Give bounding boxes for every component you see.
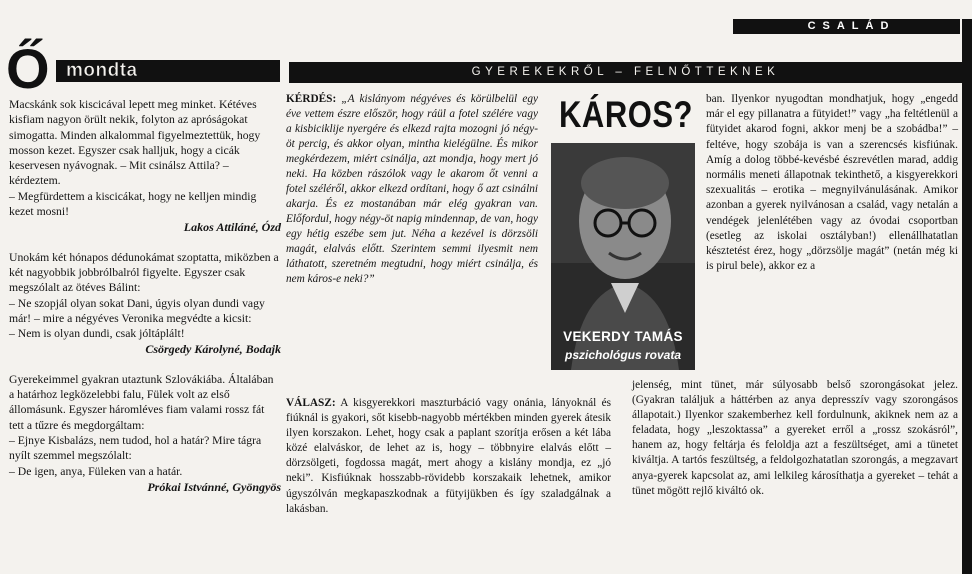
article-header — [289, 62, 962, 83]
author-name: VEKERDY TAMÁS — [563, 329, 683, 344]
section-label: CSALÁD — [807, 20, 896, 32]
question-label: KÉRDÉS: — [286, 93, 337, 105]
column-logo-label: mondta — [66, 60, 138, 81]
story-text: Gyerekeimmel gyakran utaztunk Szlovákiába. Általában a határhoz legközelebbi falu, Fülek volt az első állomásunk. Egyszer háromléves fiam valami rossz fát tett a tűzre és megdorgáltam: – Ejnye Kisbalázs, nem tudod, hol a határ? Mire tágra nyílt szemmel megszólalt: – De igen, anya, Füleken van a határ. — [9, 372, 274, 478]
question-text: „A kislányom négyéves és körülbelül egy éve vettem észre először, hogy ráül a fotel szélére vagy a kisbiciklije nyergére és elkezd rajta mozogni jó négy-öt percig, és akkor olyan, mintha kielégülne. És mikor megkérdezem, miért csinálja, azt mondja, hogy mert jó neki. Ha közben rászólok vagy le akarom őt venni a fotel széléről, akkor elkezd ordítani, hogy ő azt csinálni akarja. És ez mostanában már elég gyakran van. Előfordul, hogy négy-öt napig mindennap, de van, hogy egy hétig eszébe sem jut. Néha a kezével is dörzsöli magát, elalvás előtt. Szerintem semmi ilyesmit nem láthatott, szeretném megtudni, hogy miért csinálja, és nem káros-e neki?” — [286, 93, 538, 285]
story-text: Macskánk sok kiscicával lepett meg minket. Kétéves kisfiam nagyon örült nekik, folyton az apróságokat simogatta. Minden alkalommal figyelmeztettük, hogy mosson kezet. Egyszer csak halljuk, hogy a cicák keservesen nyávognak. – Mit csinálsz Attila? – kérdeztem. – Megfürdettem a kiscicákat, hogy ne kelljen mindig kezet mosni! — [9, 98, 261, 219]
answer-label: VÁLASZ: — [286, 397, 336, 409]
story-signature: Lakos Attiláné, Ózd — [183, 220, 281, 235]
column-logo-letter: Ő — [6, 37, 50, 100]
page-edge-bar — [962, 19, 972, 574]
author-subtitle: pszichológus rovata — [564, 348, 682, 362]
answer-continued-text: ban. Ilyenkor nyugodtan mondhatjuk, hogy „engedd már el egy pillanatra a fütyidet!” vagy „ha feltétlenül a fütyidet akarod fogni, akkor menj be a szobádba!” – feltéve, hogy szobája is van a szerencsés kisfiúnak. Amíg a dolog többé-kevésbé észrevétlen marad, addig normális meneti állapotnak tekinthető, a kisgyerekkori szexualitás – erotika – megnyilvánulásának. Amikor azonban a gyerek nyilvánosan a család, vagy netalán a vendégek jelenlétében vagy az óvodai csoportban (esetleg az iskolai osztályban!) ellenállhatatlan késztetést érez, hogy „dörzsölje magát” (netán még ki is pirul bele), akkor ez a — [706, 93, 958, 273]
answer-text: A kisgyerekkori maszturbáció vagy onánia, lányoknál és fiúknál is gyakori, sőt kisebb-nagyobb mértékben minden gyerek átesik ilyen korszakon. Lehet, hogy csak a paplant szorítja erősen a két lába közé elalváskor, de lehet az is, hogy – többnyire elalvás előtt – dörzsölgeti, fogdossa magát, mert ahogy a kislány mondja, ez „jó neki”. Kisfiúknak hosszabb-rövidebb korszakaik lehetnek, amikor úgyszólván megkapaszkodnak a fütyijükben és így szaladgálnak a lakásban. — [286, 397, 611, 515]
article-title: KÁROS? — [559, 93, 693, 136]
story-text: Unokám két hónapos dédunokámat szoptatta, miközben a két nagyobbik jobbrólbalról figyelte. Egyszer csak megszólalt az ötéves Bálint: – Ne szopjál olyan sokat Dani, úgyis olyan dundi vagy már! – mire a négyéves Veronika megvédte a kicsit: – Nem is olyan dundi, csak jóltáplált! — [9, 250, 279, 341]
answer-block — [286, 396, 611, 517]
story-signature: Csörgedy Károlyné, Bodajk — [145, 342, 281, 357]
question-paragraph — [286, 92, 538, 287]
section-banner — [733, 19, 960, 34]
reader-stories — [9, 97, 281, 495]
answer-continued — [706, 92, 958, 274]
article-header-title: GYEREKEKRŐL – FELNŐTTEKNEK — [471, 66, 780, 78]
author-photo — [551, 143, 695, 370]
story-signature: Prókai Istvánné, Gyöngyös — [147, 479, 281, 494]
answer-conclusion-text: jelenség, mint tünet, már súlyosabb belső szorongásokat jelez. (Gyakran találjuk a háttérben az anya depresszív vagy szorongásos állapotait.) Ilyenkor szakemberhez kell fordulnunk, akiknek nem az a feladata, hogy „leszoktassa” a gyereket erről a „rossz szokásról”, hanem az, hogy feltárja és feloldja azt a feszültséget, ami a tünetet kiváltja. A tartós feszültség, a feldolgozhatatlan szorongás, a megzavart anya-gyerek kapcsolat az, ami lelkileg károsíthatja a gyereket – tehát a tünet mögött rejlő kiváltó ok. — [632, 379, 958, 497]
answer-paragraph — [286, 396, 611, 517]
column-logo-bar — [56, 60, 280, 82]
question-block — [286, 92, 538, 287]
answer-conclusion — [632, 378, 958, 499]
